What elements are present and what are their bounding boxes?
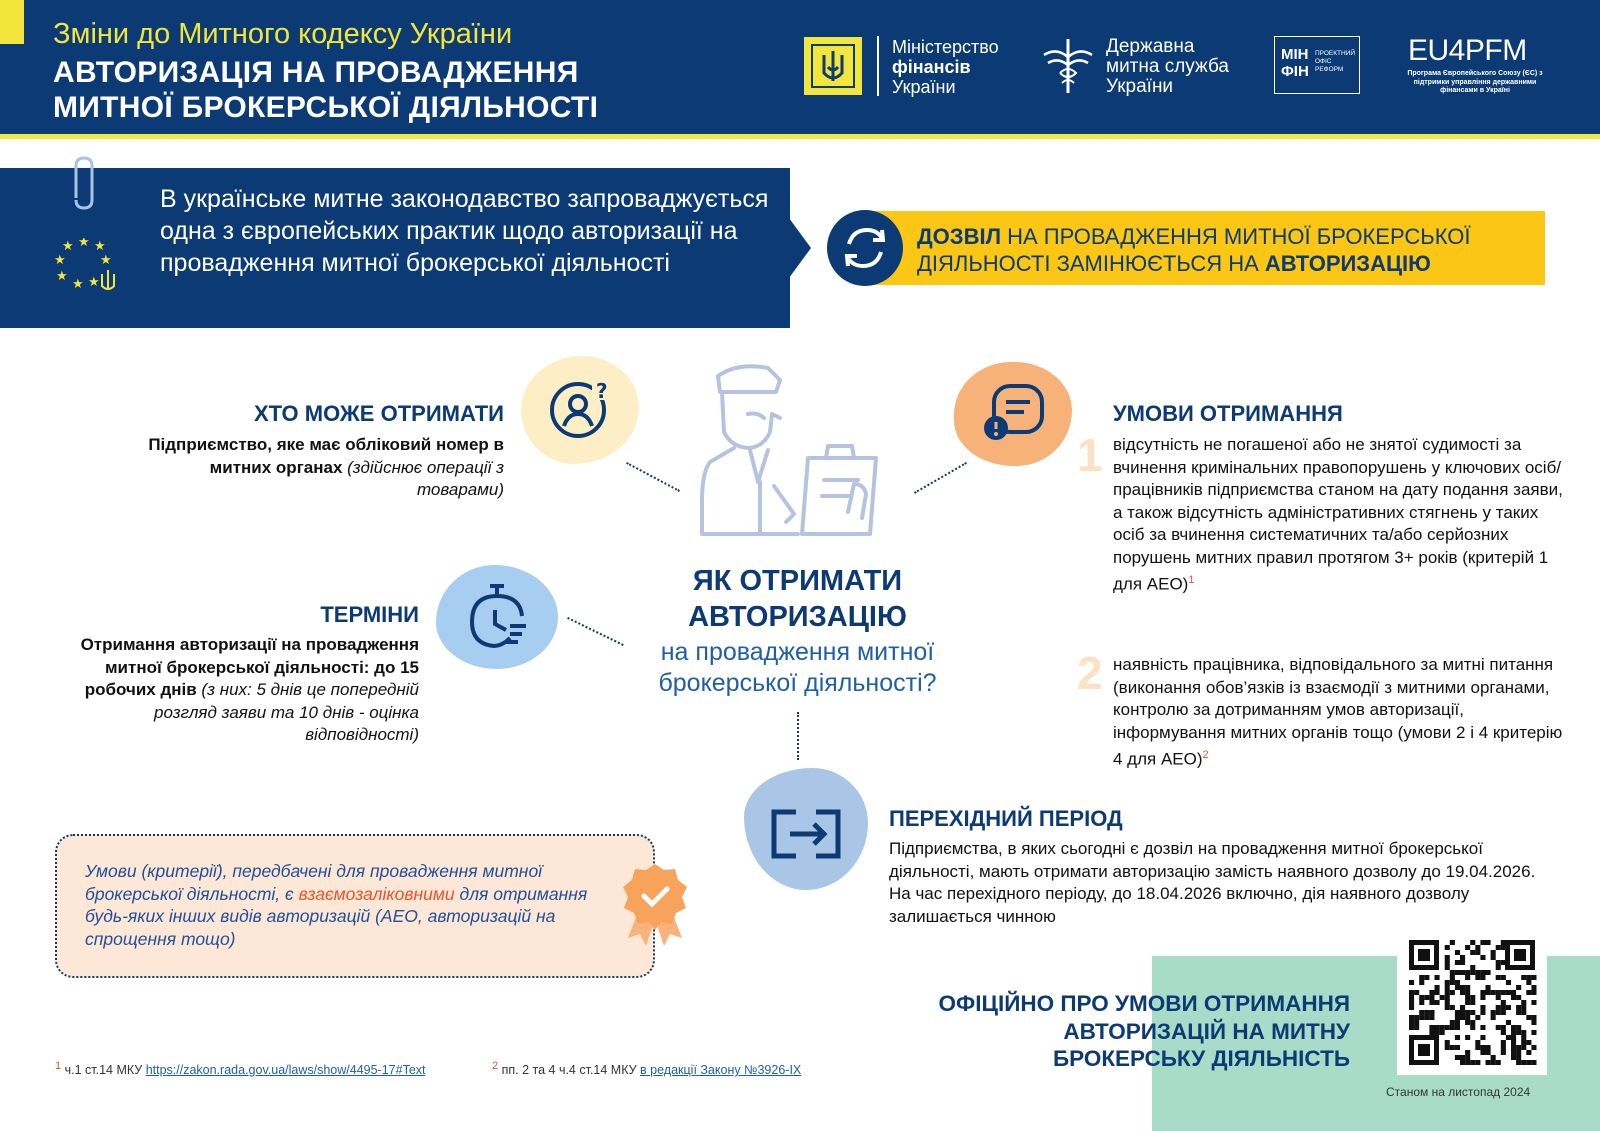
- header-divider: [0, 134, 1600, 139]
- eu-stars-icon: [52, 238, 122, 294]
- center-subtitle: на провадження митної брокерської діяльності?: [658, 638, 937, 697]
- condition-2-body: наявність працівника, відповідального за митні питання (виконання обов’язків із взаємодії з митними органами, контролю за дотриманням умов авторизації, інформування митних органів тощо (умови 2 і 4 критерію 4 для AEO): [1113, 655, 1563, 769]
- permit-text1: НА ПРОВАДЖЕННЯ МИТНОЇ БРОКЕРСЬКОЇ ДІЯЛЬНОСТІ ЗАМІНЮЄТЬСЯ НА: [917, 224, 1471, 276]
- header-subtitle: Зміни до Митного кодексу України: [53, 18, 513, 50]
- pfo-side: ПРОЕКТНИЙ ОФІС РЕФОРМ: [1315, 50, 1356, 73]
- terms-heading: ТЕРМІНИ: [320, 602, 419, 627]
- terms-body-bold: Отримання авторизації на провадження митної брокерської діяльності: до 15 робочих днів: [80, 635, 419, 699]
- note-part1: Умови (критерії), передбачені для провадження митної брокерської діяльності, є: [85, 861, 543, 904]
- eu4pfm-caption: Програма Європейського Союзу (ЄС) з підтримки управління державними фінансами в Україні: [1407, 70, 1543, 94]
- stopwatch-icon: [466, 582, 532, 652]
- connector-line: [626, 462, 680, 492]
- connector-line: [914, 462, 967, 494]
- transition-body: Підприємства, в яких сьогодні є дозвіл на провадження митної брокерської діяльності, мають отримати авторизацію замість наявного дозволу до 19.04.2026. На час перехідного періоду, до 18.04.2026 включно, дія наявного дозволу залишається чинною: [889, 839, 1536, 926]
- condition-number-2: 2: [1077, 647, 1103, 699]
- svg-text:?: ?: [596, 379, 608, 403]
- condition-number-1: 1: [1077, 429, 1103, 481]
- minfin-line1: Міністерство: [892, 37, 999, 57]
- condition-1-text: [1113, 434, 1563, 596]
- footnote-2-text: пп. 2 та 4 ч.4 ст.14 МКУ: [498, 1063, 641, 1078]
- permit-text: [917, 223, 1537, 277]
- document-warning-icon: [982, 382, 1048, 446]
- condition-1-body: відсутність не погашеної або не знятої судимості за вчинення кримінальних правопорушень у ключових осіб/працівників підприємства станом на дату подання заяви, а також відсутність адміністративних стягнень у таких осіб за вчинення систематичних та/або серйозних порушень митних правил протягом 3+ років (критерій 1 для AEO): [1113, 435, 1563, 594]
- page-title: [53, 55, 598, 125]
- official-line2: АВТОРИЗАЦІЙ НА МИТНУ: [1063, 1018, 1350, 1044]
- header-accent: [0, 0, 24, 44]
- center-title-line2: АВТОРИЗАЦІЮ: [688, 601, 907, 633]
- terms-body: [80, 634, 419, 747]
- official-text: [880, 990, 1350, 1073]
- official-line3: БРОКЕРСЬКУ ДІЯЛЬНІСТЬ: [1052, 1046, 1350, 1071]
- customs-line1: Державна: [1106, 36, 1195, 57]
- intro-arrow: [789, 218, 811, 278]
- terms-body-italic: (з них: 5 днів це попередній розгляд заяви та 10 днів - оцінка відповідності): [154, 680, 419, 744]
- permit-bold2: АВТОРИЗАЦІЮ: [1264, 251, 1431, 276]
- permit-bold1: ДОЗВІЛ: [917, 224, 1002, 249]
- qr-code[interactable]: [1397, 930, 1547, 1075]
- svg-text:★: ★: [78, 238, 90, 250]
- condition-2-sup: 2: [1202, 749, 1209, 761]
- condition-1-sup: 1: [1188, 574, 1195, 586]
- footnote-1-mark: 1: [55, 1060, 62, 1072]
- status-date: Станом на листопад 2024: [1386, 1085, 1531, 1099]
- transfer-icon: [770, 806, 842, 862]
- eu4pfm-logo: EU4PFM: [1408, 34, 1527, 67]
- pfo-main: МІН ФІН: [1281, 46, 1309, 80]
- minfin-logo-text: [892, 37, 999, 97]
- svg-text:★: ★: [62, 239, 74, 254]
- trident-logo-icon: [804, 37, 862, 95]
- page-title-line2: МИТНОЇ БРОКЕРСЬКОЇ ДІЯЛЬНОСТІ: [53, 91, 599, 124]
- svg-text:★: ★: [94, 239, 106, 254]
- footnote-1: [55, 1060, 426, 1077]
- svg-text:★: ★: [54, 253, 66, 268]
- note-highlight: взаємозаліковними: [298, 883, 455, 904]
- logo-divider: [877, 36, 879, 96]
- customs-logo-text: [1106, 37, 1229, 97]
- note-text: [85, 860, 625, 950]
- footnote-1-link[interactable]: https://zakon.rada.gov.ua/laws/show/4495-17#Text: [145, 1063, 426, 1078]
- badge-check-icon: [620, 862, 690, 948]
- broker-figure-icon: [698, 362, 898, 552]
- conditions-heading: УМОВИ ОТРИМАННЯ: [1113, 401, 1343, 426]
- connector-line: [797, 712, 799, 760]
- pfo-logo: [1274, 36, 1360, 94]
- refresh-icon: [827, 210, 903, 286]
- minfin-line3: України: [892, 77, 956, 97]
- svg-text:★: ★: [88, 275, 100, 290]
- transition-heading: ПЕРЕХІДНИЙ ПЕРІОД: [889, 806, 1123, 831]
- who-heading: ХТО МОЖЕ ОТРИМАТИ: [253, 401, 504, 426]
- footnote-2: [492, 1060, 801, 1077]
- note-part2: для отримання будь-яких інших видів авторизацій (AEO, авторизацій на спрощення тощо): [85, 883, 588, 949]
- footnote-2-link[interactable]: в редакції Закону №3926-IX: [640, 1063, 802, 1078]
- minfin-line2: фінансів: [892, 57, 971, 77]
- center-title: [620, 563, 975, 635]
- condition-2-text: [1113, 654, 1563, 771]
- who-body-italic: (здійснює операції з товарами): [342, 457, 504, 499]
- official-line1: ОФІЦІЙНО ПРО УМОВИ ОТРИМАННЯ: [938, 991, 1350, 1016]
- who-body-bold: Підприємство, яке має обліковий номер в митних органах: [148, 435, 504, 477]
- footnote-1-text: ч.1 ст.14 МКУ: [61, 1063, 146, 1078]
- center-title-line1: ЯК ОТРИМАТИ: [692, 565, 903, 597]
- user-question-icon: [548, 376, 614, 442]
- svg-text:★: ★: [56, 269, 68, 284]
- footnote-2-mark: 2: [492, 1060, 499, 1072]
- intro-text: В українське митне законодавство запроваджується одна з європейських практик щодо авторизації на провадження митної брокерської діяльності: [160, 185, 769, 277]
- svg-text:★: ★: [72, 277, 84, 292]
- customs-line3: України: [1106, 76, 1174, 97]
- svg-text:★: ★: [100, 253, 112, 268]
- paperclip-icon: [70, 154, 98, 212]
- connector-line: [567, 617, 624, 646]
- who-body: [120, 434, 504, 502]
- customs-emblem-icon: [1040, 35, 1096, 97]
- page-title-line1: АВТОРИЗАЦІЯ НА ПРОВАДЖЕННЯ: [53, 56, 579, 89]
- customs-line2: митна служба: [1106, 56, 1229, 77]
